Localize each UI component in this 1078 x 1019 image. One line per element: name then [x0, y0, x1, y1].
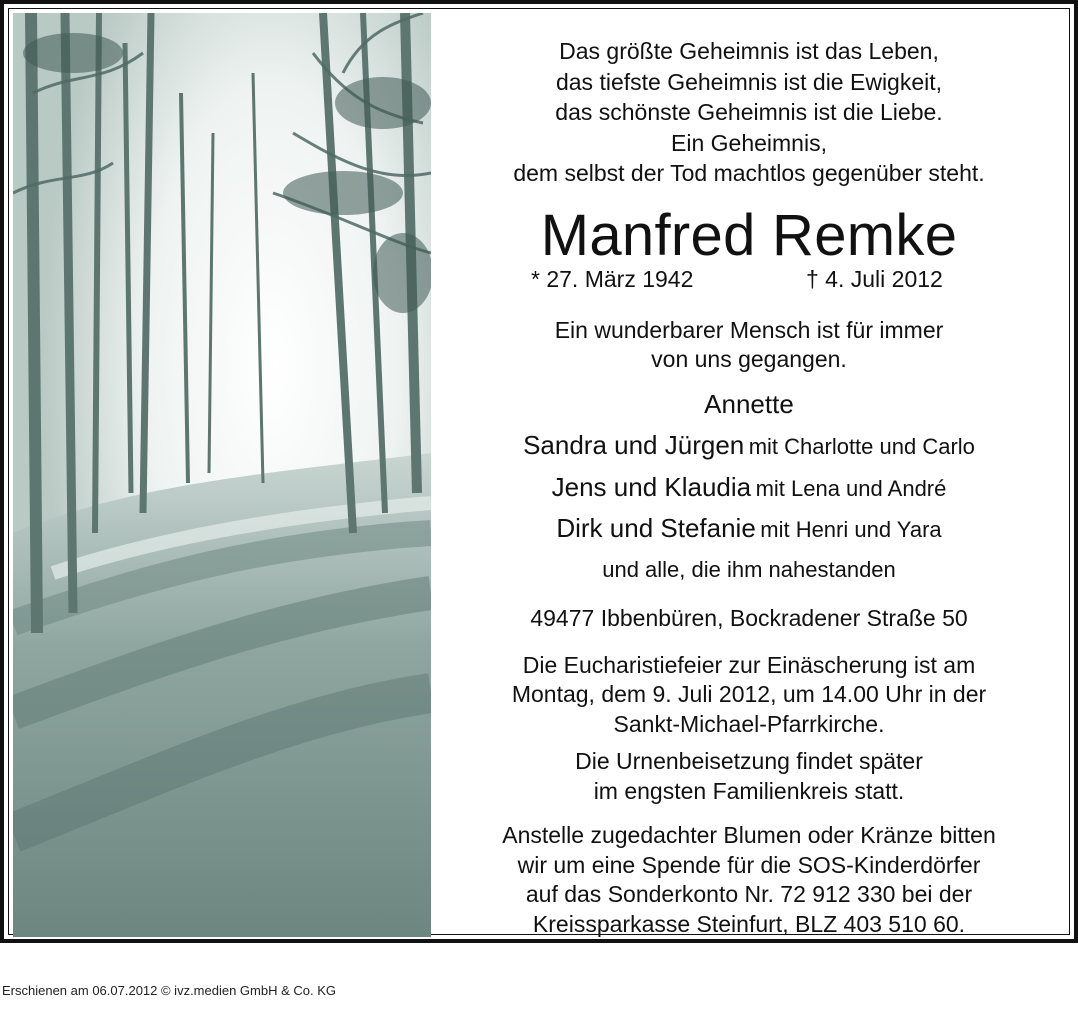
obituary-text	[431, 13, 1067, 937]
memorial-message	[431, 316, 1067, 374]
donation-line: auf das Sonderkonto Nr. 72 912 330 bei der	[525, 881, 973, 907]
mourner-entry	[431, 510, 1067, 552]
forest-path-photo	[13, 13, 431, 937]
others-line: und alle, die ihm nahestanden	[602, 556, 896, 582]
ceremony-line: Sankt-Michael-Pfarrkirche.	[613, 710, 885, 737]
poem-line: das tiefste Geheimnis ist die Ewigkeit,	[555, 68, 943, 95]
birth-date: * 27. März 1942	[531, 265, 694, 292]
poem-line: dem selbst der Tod machtlos gegenüber steht.	[513, 160, 985, 186]
ceremony-line: Montag, dem 9. Juli 2012, um 14.00 Uhr in der	[511, 681, 987, 707]
message-line: Ein wunderbarer Mensch ist für immer	[554, 316, 944, 343]
poem-line: das schönste Geheimnis ist die Liebe.	[555, 99, 943, 125]
poem-line: Ein Geheimnis,	[671, 129, 827, 156]
address: 49477 Ibbenbüren, Bockradener Straße 50	[530, 604, 968, 631]
mourner-children: mit Lena und André	[755, 475, 947, 501]
life-dates	[431, 266, 1067, 298]
mourner-children: mit Henri und Yara	[760, 517, 942, 542]
urn-line: Die Urnenbeisetzung findet später	[575, 748, 923, 774]
publication-footer: Erschienen am 06.07.2012 © ivz.medien GmbH & Co. KG	[2, 983, 337, 998]
ceremony-notice	[431, 651, 1067, 740]
poem	[431, 36, 1067, 189]
mourner-name: Annette	[704, 388, 794, 419]
donation-line: Kreissparkasse Steinfurt, BLZ 403 510 60.	[532, 910, 966, 937]
mourner-name: Dirk und Stefanie	[556, 513, 756, 543]
donation-notice	[431, 821, 1067, 939]
mourner-name: Sandra und Jürgen	[523, 430, 745, 460]
donation-line: wir um eine Spende für die SOS-Kinderdörfer	[517, 851, 981, 878]
urn-notice	[431, 747, 1067, 806]
mourner-entry	[431, 469, 1067, 511]
ceremony-line: Die Eucharistiefeier zur Einäscherung ist am	[522, 651, 976, 678]
message-line: von uns gegangen.	[651, 345, 847, 372]
death-date: † 4. Juli 2012	[806, 265, 943, 292]
urn-line: im engsten Familienkreis statt.	[593, 777, 905, 804]
poem-line: Das größte Geheimnis ist das Leben,	[559, 38, 939, 64]
mourner-children: mit Charlotte und Carlo	[748, 434, 975, 459]
mourner-name: Jens und Klaudia	[551, 471, 752, 502]
donation-line: Anstelle zugedachter Blumen oder Kränze bitten	[502, 822, 996, 848]
mourners-list	[431, 386, 1067, 552]
mourner-entry	[431, 386, 1067, 428]
mourner-entry	[431, 427, 1067, 469]
deceased-name: Manfred Remke	[540, 202, 958, 268]
